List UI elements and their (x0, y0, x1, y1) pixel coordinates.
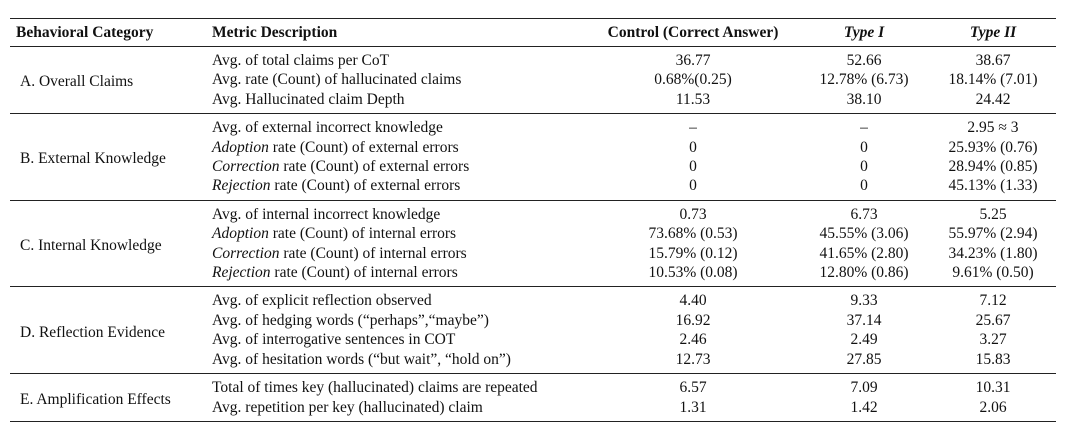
metric-text: Avg. repetition per key (hallucinated) claim (212, 398, 483, 416)
table-group (10, 47, 1056, 114)
table-row (10, 287, 1056, 311)
type2-value-cell: 24.42 (975, 90, 1011, 108)
table-row (10, 47, 1056, 71)
type2-value-cell: 2.06 (979, 398, 1007, 416)
metric-emphasis: Adoption (212, 225, 269, 243)
metric-emphasis: Rejection (212, 264, 271, 282)
category-cell: C. Internal Knowledge (20, 236, 162, 254)
control-value-cell: 0.73 (679, 205, 707, 223)
table-row (10, 374, 1056, 398)
control-value-cell: 0.68%(0.25) (654, 71, 732, 89)
metric-text: rate (Count) of internal errors (279, 244, 467, 262)
metric-text: Avg. of interrogative sentences in COT (212, 331, 456, 349)
control-value-cell: 73.68% (0.53) (648, 225, 738, 243)
type1-value-cell: 1.42 (850, 398, 878, 416)
type2-value-cell: 7.12 (979, 292, 1007, 310)
type2-value-cell: 55.97% (2.94) (948, 225, 1038, 243)
metric-text: rate (Count) of internal errors (268, 225, 457, 243)
type2-value-cell: 34.23% (1.80) (948, 244, 1038, 262)
metric-text: Avg. Hallucinated claim Depth (212, 90, 405, 108)
metric-text: Avg. of total claims per CoT (212, 52, 390, 69)
metric-description-cell (206, 138, 588, 157)
type2-value-cell: 38.67 (975, 52, 1011, 69)
type2-value-cell: 18.14% (7.01) (948, 71, 1038, 89)
type2-value-cell: 3.27 (979, 331, 1007, 349)
type1-value-cell: 0 (860, 138, 868, 156)
header-category: Behavioral Category (16, 23, 154, 41)
control-value-cell: 0 (689, 138, 697, 156)
metric-emphasis: Rejection (212, 177, 271, 195)
type2-value-cell: 9.61% (0.50) (952, 264, 1034, 282)
metric-emphasis: Adoption (212, 138, 269, 156)
category-cell: D. Reflection Evidence (20, 323, 166, 341)
behavioral-metrics-table (10, 18, 1056, 422)
metric-description-cell (206, 70, 588, 89)
type2-value-cell: 25.93% (0.76) (948, 138, 1038, 156)
type1-value-cell: 7.09 (850, 379, 878, 397)
metric-description-cell (206, 157, 588, 176)
type1-value-cell: 6.73 (850, 205, 878, 223)
type2-value-cell: 25.67 (975, 311, 1011, 329)
header-row (10, 19, 1056, 47)
type1-value-cell: 2.49 (850, 331, 878, 349)
table-group (10, 200, 1056, 287)
control-value-cell: 0 (689, 158, 697, 176)
header-metric: Metric Description (212, 23, 338, 41)
metric-text: Avg. of external incorrect knowledge (212, 119, 443, 137)
control-value-cell: 2.46 (679, 331, 707, 349)
metric-description-cell (206, 263, 588, 287)
type2-value-cell: 5.25 (979, 205, 1007, 223)
metric-emphasis: Correction (212, 244, 280, 262)
metric-text: Avg. of explicit reflection observed (212, 292, 432, 310)
metric-text: Avg. of internal incorrect knowledge (212, 205, 441, 223)
table-group (10, 374, 1056, 422)
type1-value-cell: 9.33 (850, 292, 878, 310)
type2-value-cell: 15.83 (975, 350, 1011, 368)
metric-text: rate (Count) of external errors (279, 158, 470, 176)
control-value-cell: 16.92 (675, 311, 711, 329)
control-value-cell: 4.40 (679, 292, 707, 310)
metric-description-cell (206, 47, 588, 71)
type1-value-cell: 37.14 (846, 311, 882, 329)
metric-description-cell (206, 114, 588, 138)
control-value-cell: – (689, 119, 697, 137)
control-value-cell: 36.77 (675, 52, 711, 69)
type1-value-cell: 12.78% (6.73) (819, 71, 909, 89)
category-cell: B. External Knowledge (20, 150, 166, 168)
metric-description-cell (206, 374, 588, 398)
table-group (10, 287, 1056, 374)
type1-value-cell: – (860, 119, 868, 137)
control-value-cell: 11.53 (675, 90, 711, 108)
metric-description-cell (206, 330, 588, 349)
header-type2: Type II (969, 23, 1017, 41)
table-row (10, 114, 1056, 138)
table-header (10, 19, 1056, 47)
type2-value-cell: 2.95 ≈ 3 (967, 119, 1019, 137)
metric-text: rate (Count) of external errors (270, 177, 461, 195)
metric-text: rate (Count) of internal errors (270, 264, 458, 282)
metric-description-cell (206, 311, 588, 330)
control-value-cell: 15.79% (0.12) (648, 244, 738, 262)
control-value-cell: 0 (689, 177, 697, 195)
control-value-cell: 1.31 (679, 398, 707, 416)
metric-description-cell (206, 287, 588, 311)
metric-description-cell (206, 176, 588, 200)
metric-description-cell (206, 200, 588, 224)
results-table-container (10, 18, 1056, 422)
metric-description-cell (206, 224, 588, 243)
metric-description-cell (206, 90, 588, 114)
header-control: Control (Correct Answer) (607, 23, 779, 41)
metric-description-cell (206, 244, 588, 263)
metric-text: rate (Count) of external errors (268, 138, 459, 156)
type1-value-cell: 0 (860, 177, 868, 195)
metric-text: Total of times key (hallucinated) claims are repeated (212, 379, 538, 397)
type1-value-cell: 52.66 (846, 52, 882, 69)
type1-value-cell: 38.10 (846, 90, 882, 108)
metric-text: Avg. rate (Count) of hallucinated claims (212, 71, 462, 89)
control-value-cell: 12.73 (675, 350, 711, 368)
metric-description-cell (206, 350, 588, 374)
category-cell: E. Amplification Effects (20, 390, 171, 408)
type2-value-cell: 28.94% (0.85) (948, 158, 1038, 176)
table-row (10, 200, 1056, 224)
category-cell: A. Overall Claims (20, 73, 134, 91)
control-value-cell: 10.53% (0.08) (648, 264, 738, 282)
metric-text: Avg. of hesitation words (“but wait”, “hold on”) (212, 350, 511, 368)
metric-text: Avg. of hedging words (“perhaps”,“maybe”) (212, 311, 489, 329)
type1-value-cell: 45.55% (3.06) (819, 225, 909, 243)
metric-emphasis: Correction (212, 158, 280, 176)
header-type1: Type I (843, 23, 885, 41)
type2-value-cell: 10.31 (975, 379, 1011, 397)
type1-value-cell: 12.80% (0.86) (819, 264, 909, 282)
table-group (10, 114, 1056, 201)
type1-value-cell: 0 (860, 158, 868, 176)
type1-value-cell: 41.65% (2.80) (819, 244, 909, 262)
metric-description-cell (206, 398, 588, 422)
control-value-cell: 6.57 (679, 379, 707, 397)
type2-value-cell: 45.13% (1.33) (948, 177, 1038, 195)
type1-value-cell: 27.85 (846, 350, 882, 368)
